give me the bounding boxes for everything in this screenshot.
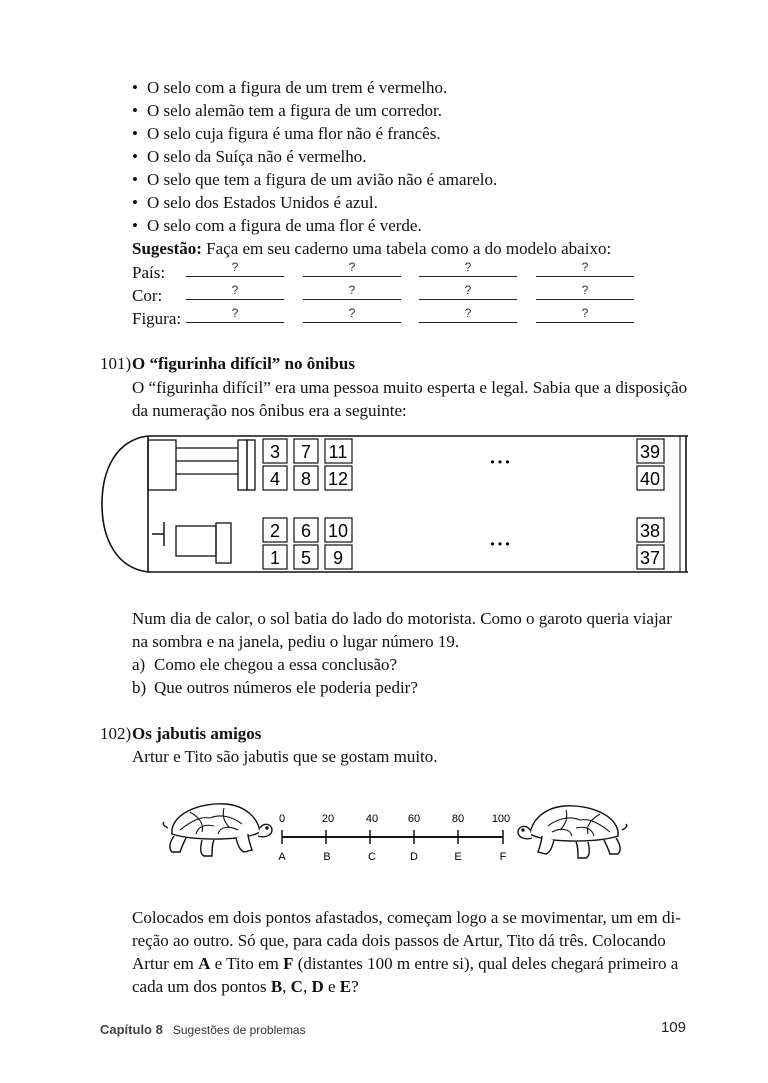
problem-number: 101) — [100, 354, 132, 373]
row-label-figura: Figura: — [132, 309, 182, 328]
scale-point-label: E — [454, 851, 462, 863]
seat-number: 40 — [639, 469, 661, 489]
problem-text: na sombra e na janela, pediu o lugar número 19. — [132, 632, 460, 651]
question-label: a) — [132, 655, 146, 674]
question-mark: ? — [581, 283, 589, 297]
question-mark: ? — [464, 260, 472, 274]
problem-text: cada um dos pontos B, C, D e E? — [132, 977, 359, 996]
clue-item: • O selo com a figura de uma flor é verde. — [132, 214, 692, 237]
seat-number: 37 — [639, 548, 661, 568]
tortoise-tito-icon — [518, 806, 627, 858]
driver-seat — [176, 526, 216, 556]
scale-point-label: F — [499, 851, 507, 863]
seat-number: 12 — [327, 469, 349, 489]
row-label-pais: País: — [132, 263, 166, 282]
problem-text: Num dia de calor, o sol batia do lado do motorista. Como o garoto queria viajar — [132, 609, 672, 628]
problem-title: O “figurinha difícil” no ônibus — [132, 354, 355, 373]
clue-item: • O selo da Suíça não é vermelho. — [132, 145, 692, 168]
clue-item: • O selo alemão tem a figura de um corredor. — [132, 99, 692, 122]
tortoise-artur-icon — [163, 804, 272, 856]
seat-number: 5 — [300, 548, 312, 568]
suggestion — [132, 237, 712, 260]
seat-number: 2 — [269, 521, 281, 541]
problem-intro: Artur e Tito são jabutis que se gostam muito. — [132, 747, 438, 766]
seat-number: 8 — [300, 469, 312, 489]
question-mark: ? — [231, 283, 239, 297]
question-mark: ? — [581, 306, 589, 320]
question-mark: ? — [464, 283, 472, 297]
bus-diagram — [96, 430, 696, 580]
question-mark: ? — [464, 306, 472, 320]
seat-number: 1 — [269, 548, 281, 568]
scale-tick-label: 100 — [491, 813, 511, 825]
seat-number: 9 — [332, 548, 344, 568]
seat-number: 39 — [639, 442, 661, 462]
scale-tick-label: 60 — [407, 813, 421, 825]
page-footer — [100, 1022, 306, 1037]
scale-tick-label: 20 — [321, 813, 335, 825]
row-label-cor: Cor: — [132, 286, 163, 305]
seat-number: 6 — [300, 521, 312, 541]
suggestion-label: Sugestão: — [132, 239, 202, 258]
seat-number: 7 — [300, 442, 312, 462]
chapter-label: Capítulo 8 — [100, 1022, 163, 1037]
clue-item: • O selo com a figura de um trem é vermelho. — [132, 76, 692, 99]
scale-point-label: C — [368, 851, 376, 863]
question-mark: ? — [348, 260, 356, 274]
seat-number: 3 — [269, 442, 281, 462]
clue-item: • O selo dos Estados Unidos é azul. — [132, 191, 692, 214]
scale-point-label: D — [410, 851, 418, 863]
problem-text: reção ao outro. Só que, para cada dois passos de Artur, Tito dá três. Colocando — [132, 931, 666, 950]
question-label: b) — [132, 678, 147, 697]
question-item — [132, 653, 397, 676]
problem-intro: da numeração nos ônibus era a seguinte: — [132, 401, 407, 420]
scale-point-label: B — [323, 851, 331, 863]
problem-intro: O “figurinha difícil” era uma pessoa muito esperta e legal. Sabia que a disposição — [132, 378, 688, 397]
ellipsis: • • • — [490, 455, 510, 469]
scale-tick-label: 0 — [278, 813, 286, 825]
scale-tick-label: 40 — [365, 813, 379, 825]
question-mark: ? — [348, 283, 356, 297]
seat-number: 4 — [269, 469, 281, 489]
suggestion-text: Faça em seu caderno uma tabela como a do modelo abaixo: — [206, 239, 612, 258]
problem-text: Artur em A e Tito em F (distantes 100 m entre si), qual deles chegará primeiro a — [132, 954, 679, 973]
section-label: Sugestões de problemas — [172, 1023, 306, 1037]
scale-point-label: A — [278, 851, 286, 863]
question-mark: ? — [231, 306, 239, 320]
driver-seat — [216, 523, 231, 563]
seat-number: 11 — [328, 442, 348, 462]
seat-number: 38 — [639, 521, 661, 541]
seat-number: 10 — [327, 521, 349, 541]
clue-item: • O selo cuja figura é uma flor não é francês. — [132, 122, 692, 145]
problem-title: Os jabutis amigos — [132, 724, 262, 743]
door-steps — [247, 440, 255, 490]
tortoise-diagram — [160, 796, 630, 876]
question-mark: ? — [231, 260, 239, 274]
question-mark: ? — [581, 260, 589, 274]
door-steps — [148, 440, 176, 490]
question-text: Como ele chegou a essa conclusão? — [154, 655, 398, 674]
question-mark: ? — [348, 306, 356, 320]
question-item — [132, 676, 418, 699]
question-text: Que outros números ele poderia pedir? — [154, 678, 418, 697]
clue-list — [132, 76, 692, 237]
problem-number: 102) — [100, 724, 132, 743]
scale-tick-label: 80 — [451, 813, 465, 825]
problem-text: Colocados em dois pontos afastados, começam logo a se movimentar, um em di- — [132, 908, 681, 927]
door-steps — [238, 440, 247, 490]
ellipsis: • • • — [490, 537, 510, 551]
page-number: 109 — [660, 1019, 686, 1036]
clue-item: • O selo que tem a figura de um avião não é amarelo. — [132, 168, 692, 191]
bus-front-outline — [102, 436, 148, 572]
